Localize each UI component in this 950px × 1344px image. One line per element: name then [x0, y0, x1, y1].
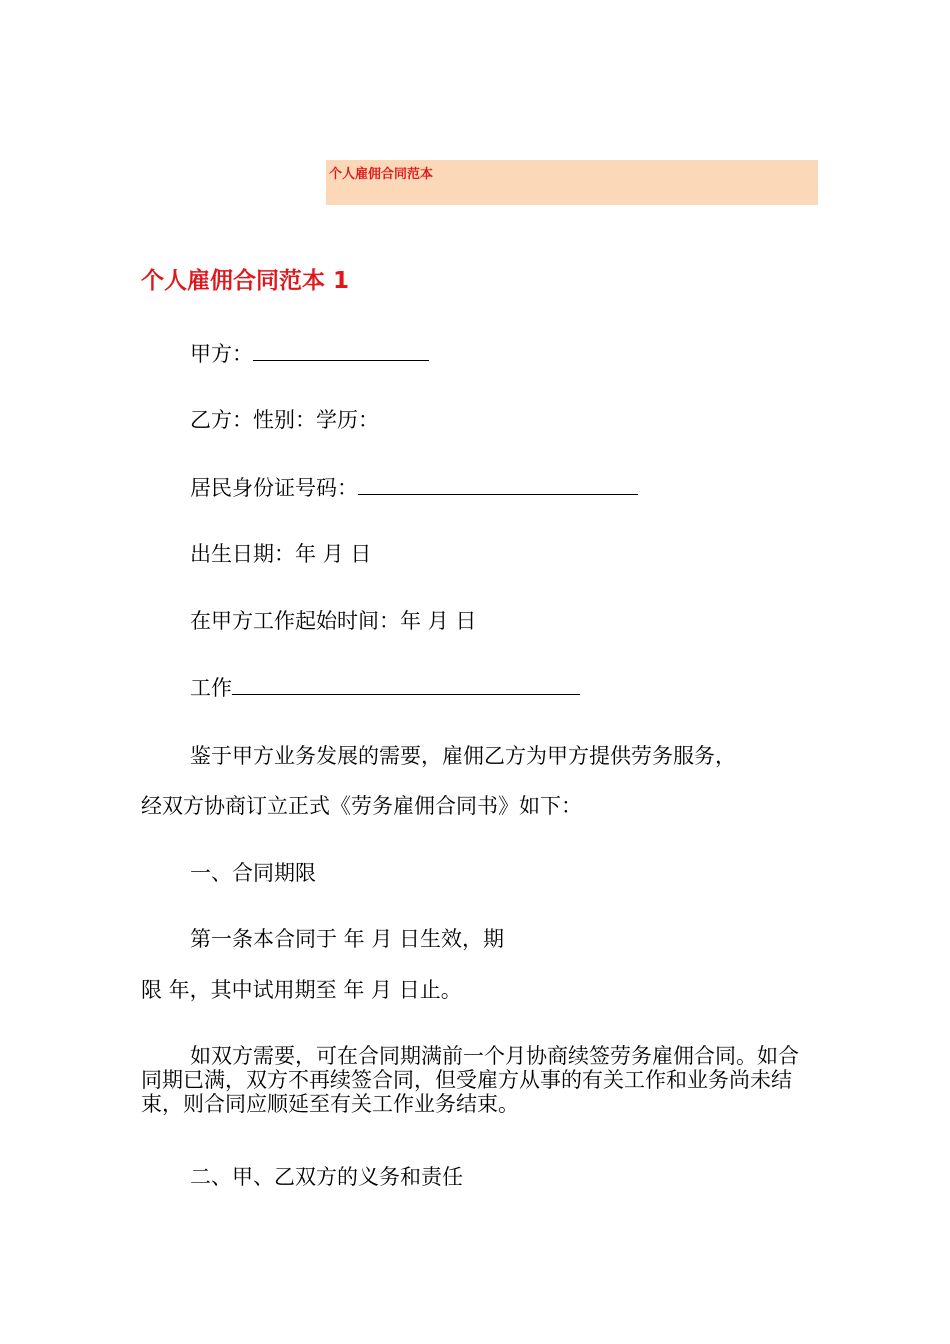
field-job	[190, 675, 580, 701]
field-start-date: 在甲方工作起始时间：年 月 日	[190, 609, 477, 633]
job-blank-line	[232, 676, 580, 695]
field-job-label: 工作	[190, 676, 232, 700]
field-party-a-label: 甲方：	[190, 342, 253, 366]
intro-line-2: 经双方协商订立正式《劳务雇佣合同书》如下：	[141, 794, 582, 818]
id-number-blank-line	[358, 476, 638, 495]
field-id-number-label: 居民身份证号码：	[190, 476, 358, 500]
section-2-heading: 二、甲、乙双方的义务和责任	[190, 1165, 463, 1189]
field-party-b: 乙方：性别：学历：	[190, 408, 379, 432]
field-birth-date: 出生日期：年 月 日	[190, 542, 372, 566]
section-1-heading: 一、合同期限	[190, 861, 316, 885]
header-band	[326, 160, 818, 205]
field-party-a	[190, 341, 429, 367]
article-1-line-1: 第一条本合同于 年 月 日生效，期	[190, 927, 505, 951]
article-1-line-2: 限 年，其中试用期至 年 月 日止。	[141, 978, 462, 1002]
intro-line-1: 鉴于甲方业务发展的需要，雇佣乙方为甲方提供劳务服务，	[190, 744, 736, 768]
header-label: 个人雇佣合同范本	[329, 167, 434, 182]
document-title: 个人雇佣合同范本 1	[141, 268, 350, 294]
renewal-paragraph: 如双方需要，可在合同期满前一个月协商续签劳务雇佣合同。如合同期已满，双方不再续签合同，但受雇方从事的有关工作和业务尚未结束，则合同应顺延至有关工作业务结束。	[141, 1044, 799, 1116]
party-a-blank-line	[253, 342, 429, 361]
field-id-number	[190, 475, 638, 501]
